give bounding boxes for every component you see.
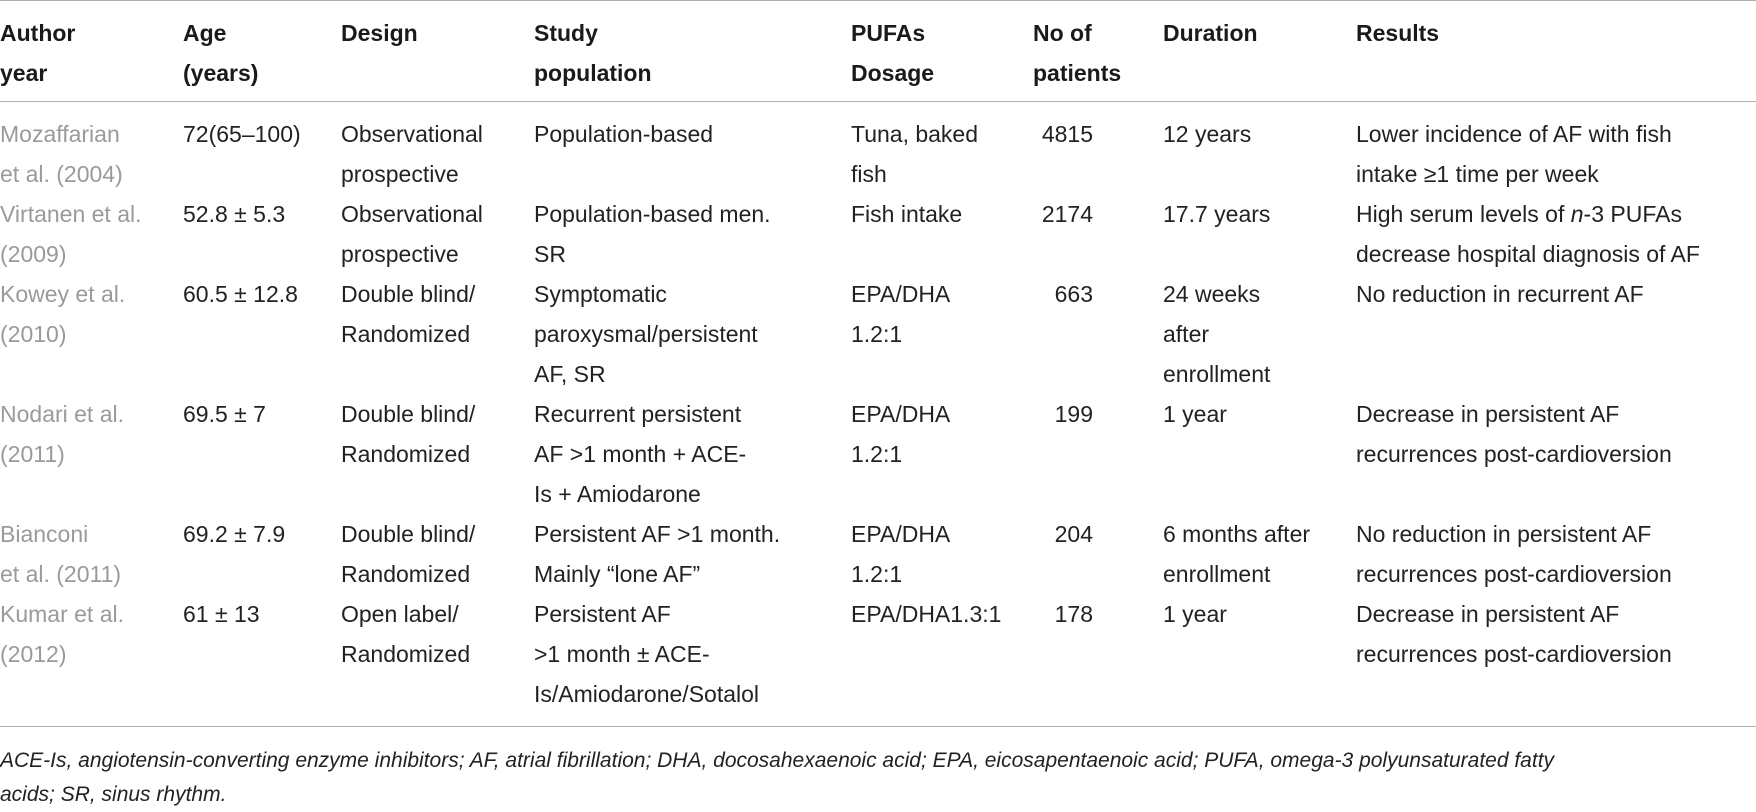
cell-duration-line: 1 year <box>1163 401 1227 427</box>
patient-count: 4815 <box>1041 121 1093 147</box>
cell-population-line: SR <box>534 241 566 267</box>
cell-pufas-line: EPA/DHA1.3:1 <box>851 601 1002 627</box>
table-row <box>0 194 1756 274</box>
header-author <box>0 1 183 102</box>
cell-pufas-line: 1.2:1 <box>851 561 903 587</box>
header-age-line: (years) <box>183 60 259 86</box>
cell-patients <box>1033 102 1163 195</box>
cell-population <box>534 194 851 274</box>
cell-population <box>534 514 851 594</box>
cell-results <box>1356 594 1756 727</box>
cell-pufas <box>851 394 1033 514</box>
header-duration <box>1163 1 1356 102</box>
cell-population <box>534 594 851 727</box>
header-population <box>534 1 851 102</box>
cell-author-line: (2011) <box>0 441 65 467</box>
cell-results <box>1356 394 1756 514</box>
header-population-line: Study <box>534 20 598 46</box>
cell-author <box>0 594 183 727</box>
cell-population-line: Population-based men. <box>534 201 771 227</box>
patient-count: 199 <box>1054 401 1093 427</box>
table-footnote-line: acids; SR, sinus rhythm. <box>0 783 227 806</box>
cell-age <box>183 194 341 274</box>
header-row <box>0 1 1756 102</box>
cell-age-value: 69.2 ± 7.9 <box>183 521 286 547</box>
table-row <box>0 102 1756 195</box>
cell-population-line: AF >1 month + ACE- <box>534 441 747 467</box>
cell-pufas-line: EPA/DHA <box>851 401 951 427</box>
cell-author-line: Mozaffarian <box>0 121 120 147</box>
cell-population-line: Persistent AF <box>534 601 671 627</box>
cell-patients <box>1033 274 1163 394</box>
cell-age <box>183 514 341 594</box>
cell-author-line: Bianconi <box>0 521 89 547</box>
cell-pufas-line: 1.2:1 <box>851 441 903 467</box>
cell-population-line: AF, SR <box>534 361 606 387</box>
cell-author-line: Kumar et al. <box>0 601 124 627</box>
cell-duration-line: enrollment <box>1163 361 1271 387</box>
cell-results-line: recurrences post-cardioversion <box>1356 561 1672 587</box>
cell-pufas-line: Fish intake <box>851 201 963 227</box>
cell-results <box>1356 194 1756 274</box>
header-patients-line: patients <box>1033 60 1122 86</box>
cell-population-line: paroxysmal/persistent <box>534 321 758 347</box>
cell-results-line: No reduction in persistent AF <box>1356 521 1652 547</box>
cell-results-line: No reduction in recurrent AF <box>1356 281 1644 307</box>
cell-design-line: Open label/ <box>341 601 459 627</box>
cell-author-line: Virtanen et al. <box>0 201 142 227</box>
patient-count: 663 <box>1054 281 1093 307</box>
cell-design-line: Double blind/ <box>341 401 476 427</box>
cell-results-line: Decrease in persistent AF <box>1356 401 1620 427</box>
cell-design <box>341 394 534 514</box>
header-design <box>341 1 534 102</box>
cell-duration-line: 6 months after <box>1163 521 1311 547</box>
cell-results <box>1356 514 1756 594</box>
patient-count: 2174 <box>1041 201 1093 227</box>
cell-duration-line: 24 weeks <box>1163 281 1261 307</box>
cell-author-line: Nodari et al. <box>0 401 125 427</box>
table-row <box>0 394 1756 514</box>
cell-population-line: Population-based <box>534 121 714 147</box>
header-population-line: population <box>534 60 652 86</box>
cell-design-line: prospective <box>341 161 459 187</box>
cell-population-line: Recurrent persistent <box>534 401 742 427</box>
cell-pufas-line: EPA/DHA <box>851 281 951 307</box>
cell-age <box>183 274 341 394</box>
cell-duration-line: 12 years <box>1163 121 1252 147</box>
cell-author-line: et al. (2004) <box>0 161 123 187</box>
cell-design <box>341 514 534 594</box>
cell-results <box>1356 274 1756 394</box>
cell-age-value: 61 ± 13 <box>183 601 260 627</box>
cell-pufas <box>851 194 1033 274</box>
cell-design-line: prospective <box>341 241 459 267</box>
header-duration-line: Duration <box>1163 20 1258 46</box>
header-pufas-line: PUFAs <box>851 20 926 46</box>
cell-patients <box>1033 514 1163 594</box>
cell-results-line: intake ≥1 time per week <box>1356 161 1599 187</box>
header-patients <box>1033 1 1163 102</box>
cell-population-line: Is/Amiodarone/Sotalol <box>534 681 760 707</box>
cell-author-line: Kowey et al. <box>0 281 126 307</box>
cell-design <box>341 102 534 195</box>
cell-duration-line: enrollment <box>1163 561 1271 587</box>
cell-results-line: High serum levels of n-3 PUFAs <box>1356 201 1682 227</box>
table-row <box>0 514 1756 594</box>
cell-results-line: Lower incidence of AF with fish <box>1356 121 1672 147</box>
cell-design-line: Observational <box>341 201 483 227</box>
cell-duration <box>1163 102 1356 195</box>
cell-population <box>534 102 851 195</box>
table-body <box>0 102 1756 727</box>
cell-results-line: recurrences post-cardioversion <box>1356 441 1672 467</box>
cell-results-line: recurrences post-cardioversion <box>1356 641 1672 667</box>
cell-author-line: (2012) <box>0 641 67 667</box>
cell-pufas-line: EPA/DHA <box>851 521 951 547</box>
cell-age-value: 72(65–100) <box>183 121 301 147</box>
cell-pufas <box>851 594 1033 727</box>
cell-author <box>0 394 183 514</box>
header-age <box>183 1 341 102</box>
cell-age <box>183 102 341 195</box>
cell-duration <box>1163 194 1356 274</box>
cell-design-line: Randomized <box>341 641 471 667</box>
cell-design-line: Randomized <box>341 441 471 467</box>
italic-n: n <box>1570 201 1584 227</box>
cell-pufas <box>851 274 1033 394</box>
cell-duration-line: 1 year <box>1163 601 1227 627</box>
header-pufas <box>851 1 1033 102</box>
cell-design-line: Double blind/ <box>341 521 476 547</box>
cell-age <box>183 394 341 514</box>
cell-author <box>0 274 183 394</box>
header-pufas-line: Dosage <box>851 60 935 86</box>
cell-results-line: decrease hospital diagnosis of AF <box>1356 241 1700 267</box>
cell-population-line: Persistent AF >1 month. <box>534 521 781 547</box>
cell-design-line: Randomized <box>341 321 471 347</box>
cell-duration <box>1163 274 1356 394</box>
cell-design-line: Double blind/ <box>341 281 476 307</box>
patient-count: 204 <box>1054 521 1093 547</box>
cell-author <box>0 102 183 195</box>
header-results <box>1356 1 1756 102</box>
cell-design <box>341 274 534 394</box>
cell-design-line: Randomized <box>341 561 471 587</box>
cell-duration <box>1163 514 1356 594</box>
cell-author <box>0 514 183 594</box>
cell-population-line: Is + Amiodarone <box>534 481 701 507</box>
cell-population <box>534 274 851 394</box>
table-row <box>0 274 1756 394</box>
cell-author-line: et al. (2011) <box>0 561 122 587</box>
table-row <box>0 594 1756 727</box>
cell-population <box>534 394 851 514</box>
cell-duration <box>1163 394 1356 514</box>
cell-pufas-line: Tuna, baked <box>851 121 979 147</box>
cell-population-line: >1 month ± ACE- <box>534 641 710 667</box>
cell-age-value: 69.5 ± 7 <box>183 401 266 427</box>
cell-patients <box>1033 194 1163 274</box>
header-results-line: Results <box>1356 20 1440 46</box>
table-footnote-line: ACE-Is, angiotensin-converting enzyme inhibitors; AF, atrial fibrillation; DHA, docosahexaenoic acid; EPA, eicosapentaenoic acid; PUFA, omega-3 polyunsaturated fatty <box>0 749 1555 772</box>
cell-age <box>183 594 341 727</box>
cell-population-line: Symptomatic <box>534 281 667 307</box>
cell-pufas <box>851 102 1033 195</box>
cell-design-line: Observational <box>341 121 483 147</box>
cell-duration-line: after <box>1163 321 1210 347</box>
patient-count: 178 <box>1054 601 1093 627</box>
cell-patients <box>1033 394 1163 514</box>
header-age-line: Age <box>183 20 227 46</box>
cell-population-line: Mainly “lone AF” <box>534 561 701 587</box>
cell-age-value: 52.8 ± 5.3 <box>183 201 286 227</box>
cell-age-value: 60.5 ± 12.8 <box>183 281 298 307</box>
cell-design <box>341 594 534 727</box>
header-author-line: year <box>0 60 48 86</box>
cell-pufas-line: fish <box>851 161 887 187</box>
cell-design <box>341 194 534 274</box>
table-header <box>0 1 1756 102</box>
header-patients-line: No of <box>1033 20 1092 46</box>
header-author-line: Author <box>0 20 76 46</box>
cell-pufas-line: 1.2:1 <box>851 321 903 347</box>
cell-pufas <box>851 514 1033 594</box>
cell-author <box>0 194 183 274</box>
cell-duration <box>1163 594 1356 727</box>
cell-duration-line: 17.7 years <box>1163 201 1271 227</box>
cell-results-line: Decrease in persistent AF <box>1356 601 1620 627</box>
cell-results <box>1356 102 1756 195</box>
cell-author-line: (2010) <box>0 321 67 347</box>
cell-author-line: (2009) <box>0 241 67 267</box>
header-design-line: Design <box>341 20 418 46</box>
table-footnote <box>0 744 1756 812</box>
cell-patients <box>1033 594 1163 727</box>
